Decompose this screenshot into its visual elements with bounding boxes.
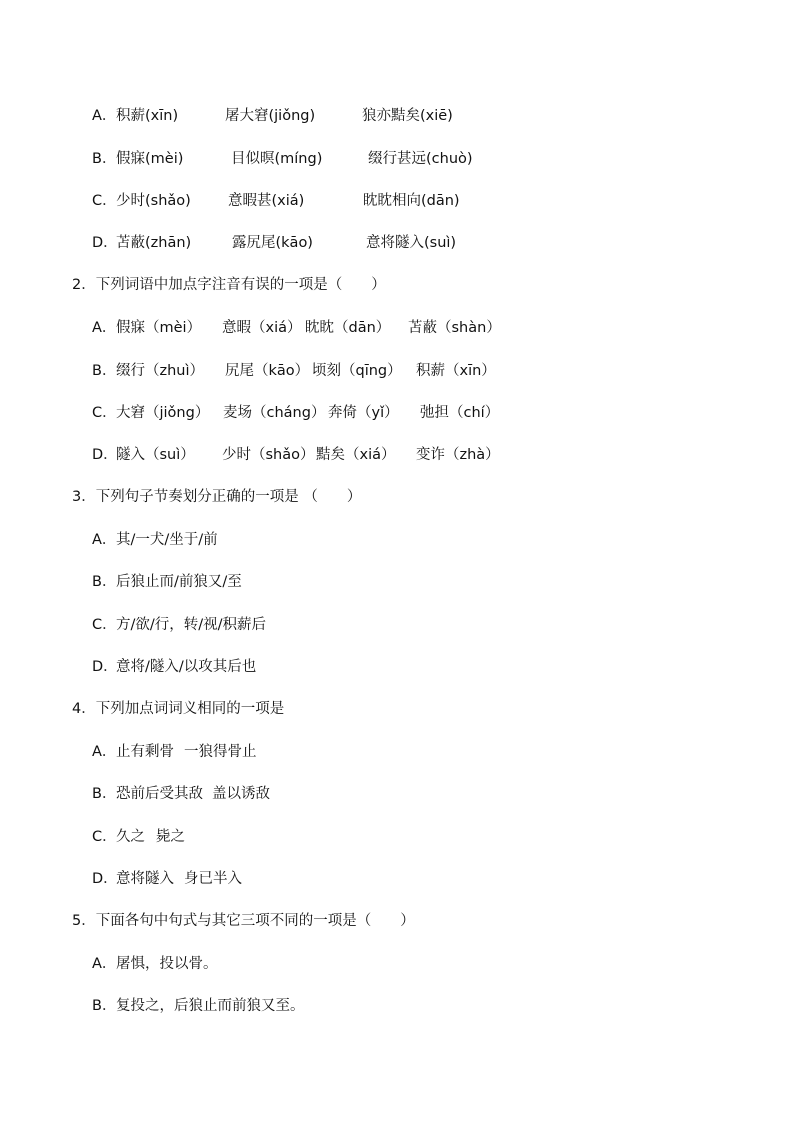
- option-label: A．: [92, 744, 117, 760]
- option-text: 后狼止而/前狼又/至: [116, 574, 242, 590]
- option-text: 其/一犬/坐于/前: [116, 532, 218, 548]
- option-label: A．: [92, 532, 117, 548]
- option-label: A．: [92, 320, 117, 336]
- option-item: 黠矣（xiá）: [316, 447, 396, 463]
- option-item: 恐前后受其敌: [116, 786, 203, 802]
- option-item: 意将隧入(suì): [366, 235, 457, 251]
- option-item: 一狼得骨止: [184, 744, 257, 760]
- option-label: C．: [92, 617, 117, 633]
- option-item: 尻尾（kāo）: [225, 363, 310, 379]
- option-label: C．: [92, 829, 117, 845]
- option-item: 奔倚（yǐ）: [328, 405, 399, 421]
- option-text: 意将/隧入/以攻其后也: [116, 659, 257, 675]
- option-label: D．: [92, 659, 118, 675]
- option-item: 顷刻（qīng）: [312, 363, 402, 379]
- q3-stem: 3．下列句子节奏划分正确的一项是 （ ）: [72, 489, 362, 505]
- option-label: B．: [92, 786, 117, 802]
- option-item: 隧入（suì）: [116, 447, 195, 463]
- q2-stem: 2．下列词语中加点字注音有误的一项是（ ）: [72, 277, 386, 293]
- option-item: 积薪(xīn): [116, 108, 179, 124]
- option-item: 意暇（xiá）: [222, 320, 302, 336]
- option-item: 屠大窘(jiǒng): [225, 108, 316, 124]
- option-item: 盖以诱敌: [212, 786, 270, 802]
- option-item: 假寐(mèi): [116, 151, 184, 167]
- option-item: 身已半入: [184, 871, 242, 887]
- option-label: B．: [92, 363, 117, 379]
- option-label: D．: [92, 871, 118, 887]
- option-item: 弛担（chí）: [420, 405, 500, 421]
- option-text: 方/欲/行，转/视/积薪后: [116, 617, 267, 633]
- option-item: 目似暝(míng): [231, 151, 323, 167]
- option-item: 假寐（mèi）: [116, 320, 202, 336]
- option-label: D．: [92, 235, 118, 251]
- option-item: 大窘（jiǒng）: [116, 405, 210, 421]
- option-item: 眈眈（dān）: [305, 320, 391, 336]
- option-item: 久之: [116, 829, 145, 845]
- option-text: 屠惧，投以骨。: [116, 956, 218, 972]
- option-item: 麦场（cháng）: [223, 405, 326, 421]
- option-label: B．: [92, 574, 117, 590]
- option-item: 露尻尾(kāo): [232, 235, 313, 251]
- option-label: C．: [92, 405, 117, 421]
- option-label: B．: [92, 151, 117, 167]
- option-item: 变诈（zhà）: [416, 447, 500, 463]
- option-item: 苫蔽(zhān): [116, 235, 192, 251]
- option-label: B．: [92, 998, 117, 1014]
- option-item: 少时(shǎo): [116, 193, 191, 209]
- option-text: 复投之，后狼止而前狼又至。: [116, 998, 305, 1014]
- option-item: 毙之: [156, 829, 185, 845]
- option-item: 缀行（zhuì）: [116, 363, 205, 379]
- option-item: 止有剩骨: [116, 744, 174, 760]
- option-item: 少时（shǎo）: [222, 447, 315, 463]
- option-label: A．: [92, 108, 117, 124]
- option-item: 缀行甚远(chuò): [368, 151, 473, 167]
- option-item: 意将隧入: [116, 871, 174, 887]
- option-item: 苫蔽（shàn）: [408, 320, 501, 336]
- q5-stem: 5．下面各句中句式与其它三项不同的一项是（ ）: [72, 913, 415, 929]
- option-item: 狼亦黠矣(xiē): [362, 108, 453, 124]
- option-label: D．: [92, 447, 118, 463]
- option-label: A．: [92, 956, 117, 972]
- option-label: C．: [92, 193, 117, 209]
- q4-stem: 4．下列加点词词义相同的一项是: [72, 701, 285, 717]
- option-item: 眈眈相向(dān): [363, 193, 460, 209]
- option-item: 意暇甚(xiá): [228, 193, 305, 209]
- option-item: 积薪（xīn）: [416, 363, 496, 379]
